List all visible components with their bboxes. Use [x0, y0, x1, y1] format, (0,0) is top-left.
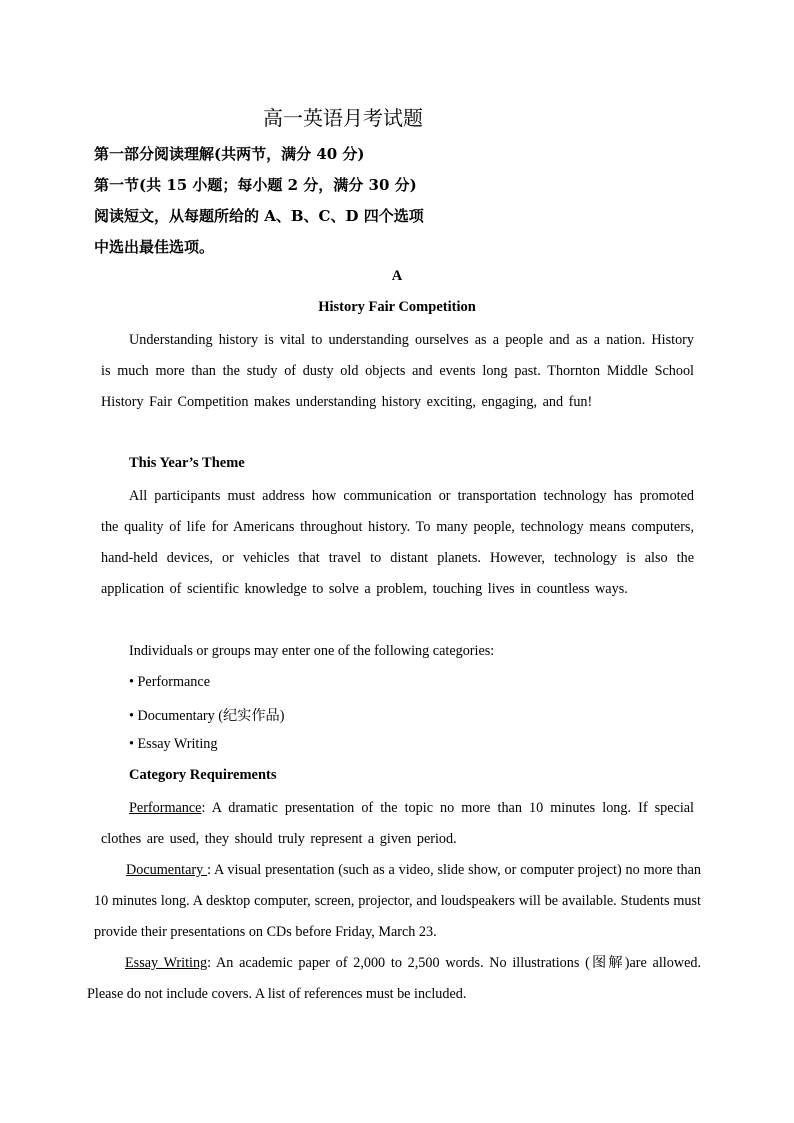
- category-item: • Performance: [129, 674, 210, 690]
- requirement-text: : A dramatic presentation of the topic no more than 10 minutes long. If special clothes are used, they should truly represent a given period.: [101, 800, 694, 847]
- requirement-label: Performance: [129, 800, 202, 816]
- theme-heading: This Year’s Theme: [129, 455, 245, 471]
- exam-title: 高一英语月考试题: [263, 106, 423, 130]
- requirement-documentary: [94, 855, 701, 948]
- passage-letter: A: [391, 268, 403, 284]
- categories-intro: Individuals or groups may enter one of the following categories:: [129, 643, 495, 659]
- requirement-text: : An academic paper of 2,000 to 2,500 words. No illustrations (图解)are allowed. Please do not include covers. A list of references must be included.: [87, 955, 702, 1002]
- requirement-essay-writing: [87, 948, 701, 1010]
- requirements-heading: Category Requirements: [129, 767, 277, 783]
- category-item: • Essay Writing: [129, 736, 218, 752]
- section1-heading: 第一节(共 15 小题；每小题 2 分，满分 30 分): [94, 176, 417, 194]
- requirement-label: Essay Writing: [125, 955, 208, 971]
- theme-paragraph: All participants must address how communication or transportation technology has promoted the quality of life for Americans throughout history. To many people, technology means computers, hand-held devices, or vehicles that travel to distant planets. However, technology is also the application of scientific knowledge to solve a problem, touching lives in countless ways.: [101, 488, 694, 597]
- passage-title: History Fair Competition: [318, 299, 476, 315]
- requirement-text: : A visual presentation (such as a video, slide show, or computer project) no more than 10 minutes long. A desktop computer, screen, projector, and loudspeakers will be available. Students must provide their presentations on CDs before Friday, March 23.: [94, 862, 701, 940]
- category-item: • Documentary (纪实作品): [129, 708, 285, 724]
- requirement-performance: [101, 793, 694, 855]
- requirement-label: Documentary: [126, 862, 208, 878]
- part1-heading: 第一部分阅读理解(共两节，满分 40 分): [94, 145, 365, 163]
- intro-paragraph: Understanding history is vital to understanding ourselves as a people and as a nation. History is much more than the study of dusty old objects and events long past. Thornton Middle School History Fair Competition makes understanding history exciting, engaging, and fun!: [101, 332, 694, 410]
- instruction-line-2: 中选出最佳选项。: [94, 238, 215, 256]
- instruction-line-1: 阅读短文，从每题所给的 A、B、C、D 四个选项: [94, 207, 424, 225]
